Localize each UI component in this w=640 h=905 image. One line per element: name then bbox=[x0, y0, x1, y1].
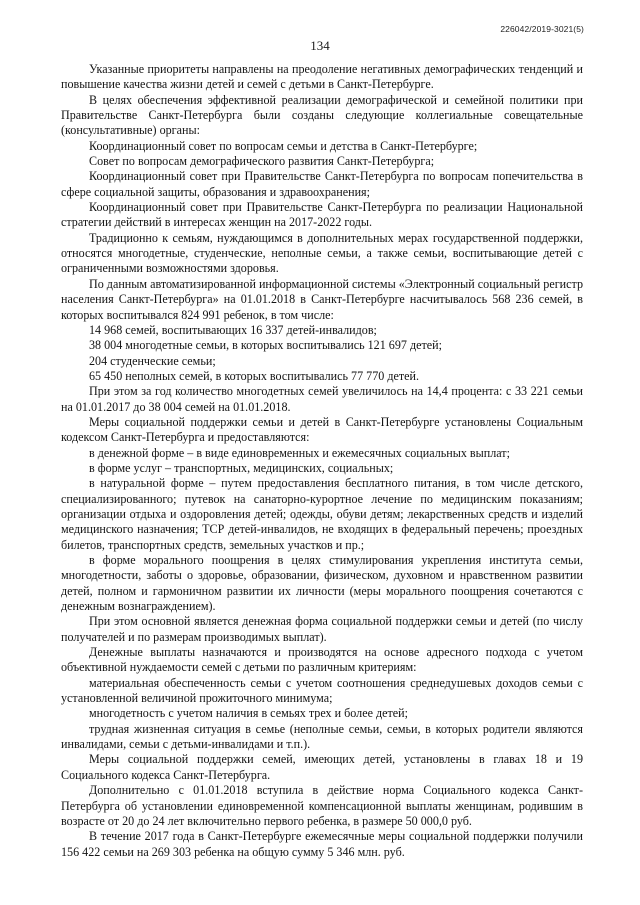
list-item: в форме морального поощрения в целях стимулирования укрепления института семьи, многодетности, заботы о здоровье, образовании, физическом, духовном и нравственном развитии детей, полном и гармоничном развитии их личности (меры морального поощрения сочетаются с денежным вознаграждением). bbox=[61, 553, 583, 614]
paragraph: Дополнительно с 01.01.2018 вступила в действие норма Социального кодекса Санкт-Петербурга об установлении единовременной компенсационной выплаты женщинам, родившим в возрасте от 20 до 24 лет включительно первого ребенка, в размере 50 000,0 руб. bbox=[61, 783, 583, 828]
paragraph: При этом за год количество многодетных семей увеличилось на 14,4 процента: с 33 221 семьи на 01.01.2017 до 38 004 семей на 01.01.2018. bbox=[61, 384, 583, 414]
list-item: Координационный совет при Правительстве Санкт-Петербурга по реализации Национальной стратегии действий в интересах женщин на 2017-2022 годы. bbox=[61, 200, 583, 230]
list-item: в денежной форме – в виде единовременных и ежемесячных социальных выплат; bbox=[89, 445, 510, 460]
document-body bbox=[61, 62, 583, 860]
list-item: 204 студенческие семьи; bbox=[89, 353, 216, 368]
paragraph: Меры социальной поддержки семьи и детей в Санкт-Петербурге установлены Социальным кодексом Санкт-Петербурга и предоставляются: bbox=[61, 414, 583, 445]
paragraph: В целях обеспечения эффективной реализации демографической и семейной политики при Правительстве Санкт-Петербурга были созданы следующие коллегиальные совещательные (консультативные) органы: bbox=[61, 92, 583, 138]
page-number: 134 bbox=[310, 38, 330, 53]
paragraph: Указанные приоритеты направлены на преодоление негативных демографических тенденций и повышение качества жизни детей и семей с детьми в Санкт-Петербурге. bbox=[61, 62, 583, 92]
list-item: трудная жизненная ситуация в семье (неполные семьи, семьи, в которых родители являются инвалидами, семьи с детьми-инвалидами и т.п.). bbox=[61, 721, 583, 752]
paragraph: Денежные выплаты назначаются и производятся на основе адресного подхода с учетом объективной нуждаемости семей с детьми по различным критериям: bbox=[61, 645, 583, 675]
list-item: 65 450 неполных семей, в которых воспитывались 77 770 детей. bbox=[89, 368, 419, 383]
document-registration-number: 226042/2019-3021(5) bbox=[500, 24, 584, 34]
paragraph: Меры социальной поддержки семей, имеющих детей, установлены в главах 18 и 19 Социального кодекса Санкт-Петербурга. bbox=[61, 752, 583, 782]
list-item: многодетность с учетом наличия в семьях трех и более детей; bbox=[89, 706, 408, 721]
list-item: в форме услуг – транспортных, медицинских, социальных; bbox=[89, 460, 394, 475]
list-item: Координационный совет по вопросам семьи и детства в Санкт-Петербурге; bbox=[89, 138, 478, 153]
list-item: 14 968 семей, воспитывающих 16 337 детей-инвалидов; bbox=[89, 322, 377, 337]
list-item: 38 004 многодетные семьи, в которых воспитывались 121 697 детей; bbox=[89, 338, 442, 353]
paragraph: В течение 2017 года в Санкт-Петербурге ежемесячные меры социальной поддержки получили 156 422 семьи на 269 303 ребенка на общую сумму 5 346 млн. руб. bbox=[61, 829, 583, 859]
list-item: в натуральной форме – путем предоставления бесплатного питания, в том числе детского, специализированного; путевок на санаторно-курортное лечение по медицинским показаниям; организации отдыха и оздоровления детей; одежды, обуви детям; лекарственных средств и изделий медицинского назначения; ТСР детей-инвалидов, не входящих в федеральный перечень; проездных билетов, транспортных средств, земельных участков и пр.; bbox=[61, 476, 583, 552]
paragraph: Традиционно к семьям, нуждающимся в дополнительных мерах государственной поддержки, относятся многодетные, студенческие, неполные семьи, а также семьи, воспитывающие детей с ограниченными возможностями здоровья. bbox=[61, 230, 583, 276]
list-item: Координационный совет при Правительстве Санкт-Петербурга по вопросам попечительства в сфере социальной защиты, образования и здравоохранения; bbox=[61, 169, 583, 199]
list-item: материальная обеспеченность семьи с учетом соотношения среднедушевых доходов семьи с установленной величиной прожиточного минимума; bbox=[61, 675, 583, 706]
paragraph: По данным автоматизированной информационной системы «Электронный социальный регистр населения Санкт-Петербурга» на 01.01.2018 в Санкт-Петербурге насчитывалось 568 236 семей, в которых воспитывался 824 991 ребенок, в том числе: bbox=[61, 276, 583, 322]
list-item: Совет по вопросам демографического развития Санкт-Петербурга; bbox=[89, 154, 435, 169]
paragraph: При этом основной является денежная форма социальной поддержки семьи и детей (по числу получателей и по размерам производимых выплат). bbox=[61, 614, 583, 644]
